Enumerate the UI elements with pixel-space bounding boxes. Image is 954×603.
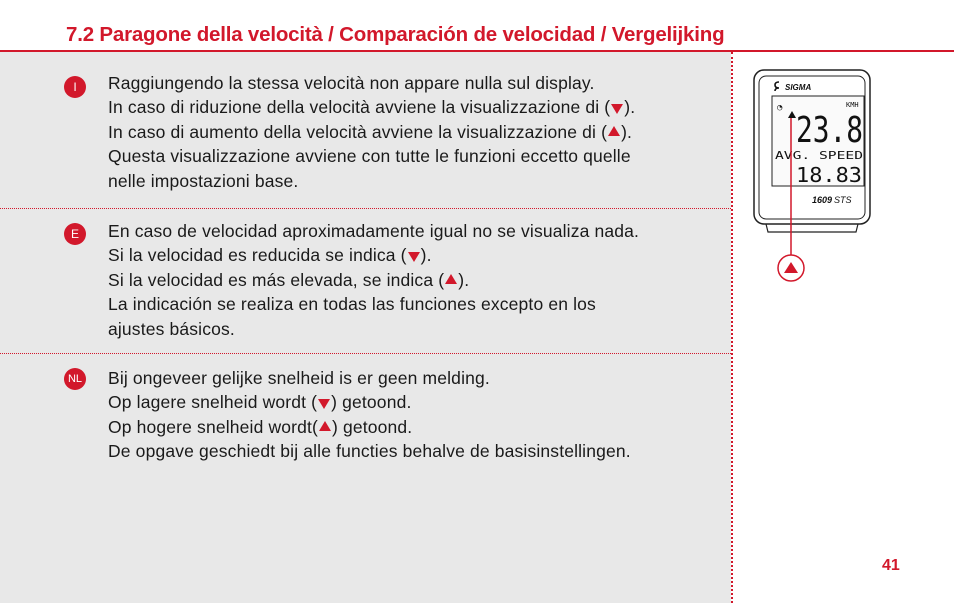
paragraph-line <box>108 415 728 439</box>
model-suffix: STS <box>834 195 852 205</box>
function-label: AVG. SPEED <box>775 149 863 162</box>
bike-computer-illustration <box>750 68 880 288</box>
line-text: ). <box>458 269 470 290</box>
paragraph-line <box>108 169 728 193</box>
line-text: ) getoond. <box>331 392 412 413</box>
line-text: ). <box>621 121 633 142</box>
line-text: ). <box>420 245 432 266</box>
speed-up-triangle-icon <box>608 126 620 136</box>
paragraph-line <box>108 390 728 414</box>
line-text: Si la velocidad es más elevada, se indica ( <box>108 269 445 290</box>
secondary-readout: 18.83 <box>796 163 862 187</box>
paragraph-line <box>108 317 728 341</box>
paragraph-line <box>108 268 728 292</box>
paragraph-spanish <box>108 219 728 341</box>
line-text: In caso di riduzione della velocità avviene la visualizzazione di ( <box>108 97 611 118</box>
clock-icon: ◔ <box>777 103 783 113</box>
line-text: Op lagere snelheid wordt ( <box>108 392 318 413</box>
paragraph-line <box>108 144 728 168</box>
line-text: De opgave geschiedt bij alle functies behalve de basisinstellingen. <box>108 441 631 462</box>
paragraph-line <box>108 71 728 95</box>
paragraph-line <box>108 219 728 243</box>
line-text: En caso de velocidad aproximadamente igual no se visualiza nada. <box>108 221 640 241</box>
paragraph-line <box>108 95 728 119</box>
paragraph-line <box>108 243 728 267</box>
paragraph-italian <box>108 71 728 193</box>
section-divider <box>0 353 731 354</box>
line-text: Bij ongeveer gelijke snelheid is er geen melding. <box>108 368 490 388</box>
model-number: 1609 <box>812 195 833 205</box>
paragraph-dutch <box>108 366 728 464</box>
speed-down-triangle-icon <box>611 104 623 114</box>
language-badge-spanish: E <box>64 223 86 245</box>
section-divider <box>0 208 731 209</box>
line-text: ajustes básicos. <box>108 318 235 339</box>
speed-down-triangle-icon <box>408 252 420 262</box>
line-text: La indicación se realiza en todas las funciones excepto en los <box>108 294 596 315</box>
device-brand: SIGMA <box>785 83 812 92</box>
speed-up-triangle-icon <box>445 274 457 284</box>
line-text: Raggiungendo la stessa velocità non appare nulla sul display. <box>108 73 595 93</box>
speed-readout: 23.8 <box>796 110 863 151</box>
line-text: Si la velocidad es reducida se indica ( <box>108 245 407 266</box>
page-title: 7.2 Paragone della velocità / Comparación de velocidad / Vergelijking <box>66 23 725 46</box>
paragraph-line <box>108 120 728 144</box>
line-text: ). <box>624 97 636 118</box>
language-badge-italian: I <box>64 76 86 98</box>
device-bottom-edge <box>766 224 858 232</box>
line-text: ) getoond. <box>331 416 413 437</box>
paragraph-line <box>108 292 728 316</box>
line-text: nelle impostazioni base. <box>108 170 299 191</box>
language-badge-dutch: NL <box>64 368 86 390</box>
page-number: 41 <box>882 557 900 574</box>
paragraph-line <box>108 439 728 463</box>
line-text: Op hogere snelheid wordt( <box>108 416 318 437</box>
unit-label: KMH <box>846 101 859 109</box>
speed-up-triangle-icon <box>319 421 331 431</box>
paragraph-line <box>108 366 728 390</box>
speed-down-triangle-icon <box>318 399 330 409</box>
line-text: Questa visualizzazione avviene con tutte le funzioni eccetto quelle <box>108 146 631 167</box>
vertical-divider <box>731 52 733 603</box>
line-text: In caso di aumento della velocità avviene la visualizzazione di ( <box>108 121 608 142</box>
